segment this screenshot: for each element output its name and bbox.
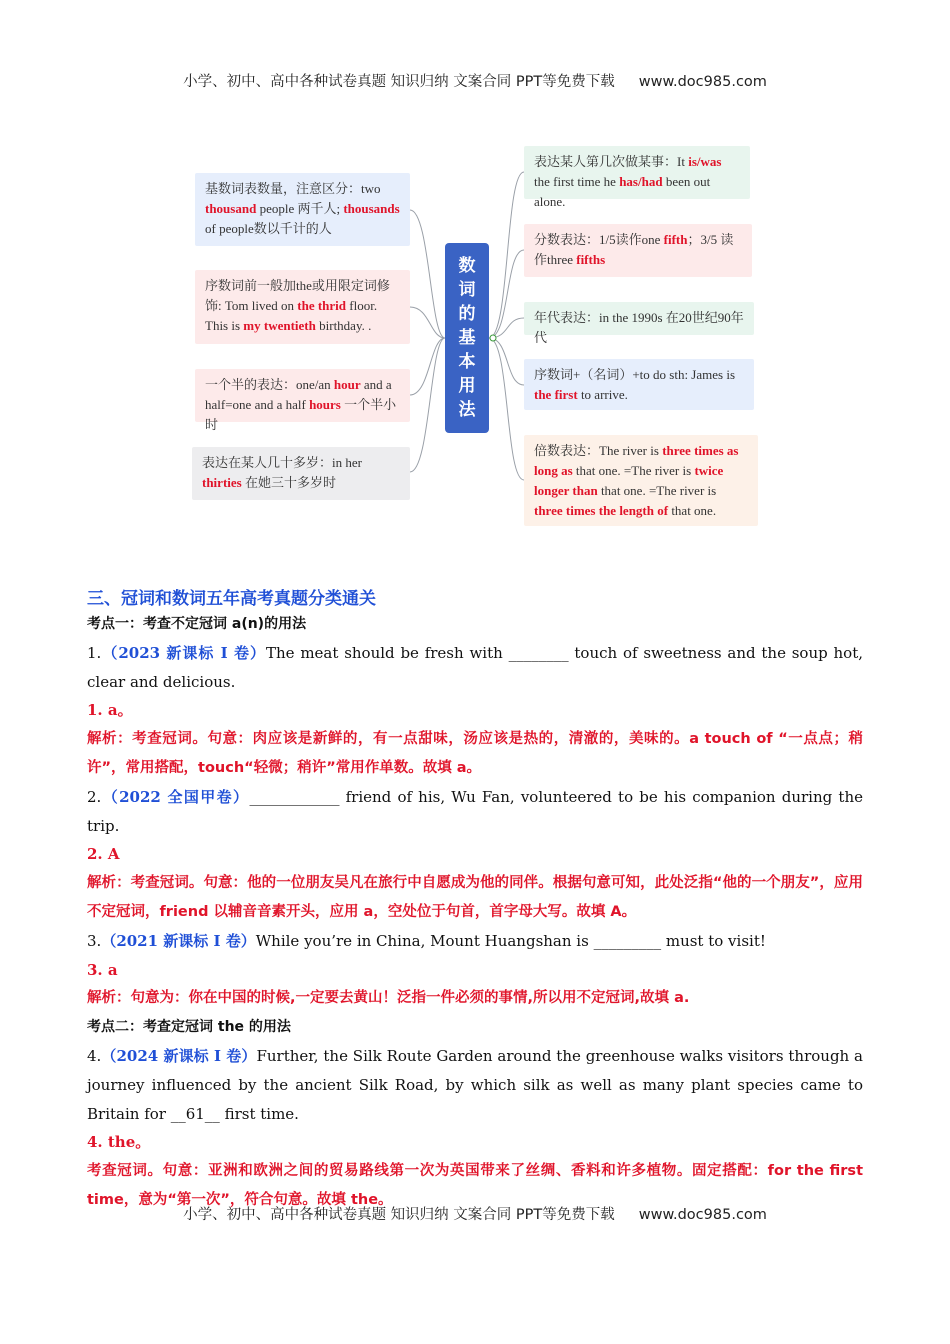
header-site: www.doc985.com [638,74,767,90]
question-3: 3.（2021 新课标 I 卷）While you’re in China, Mount Huangshan is _________ must to visit! [87,931,766,950]
mindmap-left-node-1: 基数词表数量，注意区分：two thousand people 两千人; thousands of people数以千计的人 [195,173,410,246]
kaodian-1-heading: 考点一：考查不定冠词 a(n)的用法 [87,616,307,632]
mindmap-right-node-1: 表达某人第几次做某事：It is/was the first time he has/had been out alone. [524,146,750,199]
question-4: 4.（2024 新课标 I 卷）Further, the Silk Route Garden around the greenhouse walks visitors through a journey influenced by the ancient Silk Road, by which silk as well as many plant species came to Britain for __61__ first time. [87,1046,863,1123]
mindmap-left-node-2: 序数词前一般加the或用限定词修饰: Tom lived on the thrid floor. This is my twentieth birthday. . [195,270,410,344]
page-footer [0,1203,950,1224]
explanation-3: 解析：句意为：你在中国的时候,一定要去黄山！泛指一件必须的事情,所以用不定冠词,故填 a. [87,990,690,1007]
questions-content [87,610,863,1215]
question-2: 2.（2022 全国甲卷）____________ friend of his, Wu Fan, volunteered to be his companion during the trip. [87,787,863,835]
kaodian-2-heading: 考点二：考查定冠词 the 的用法 [87,1019,291,1036]
mindmap-left-node-4: 表达在某人几十多岁：in her thirties 在她三十多岁时 [192,447,410,500]
footer-text: 小学、初中、高中各种试卷真题 知识归纳 文案合同 PPT等免费下载 [183,1207,615,1223]
mindmap-right-node-3: 年代表达：in the 1990s 在20世纪90年代 [524,302,754,335]
footer-site: www.doc985.com [638,1207,767,1223]
answer-3: 3. a [87,960,118,979]
section-title: 三、冠词和数词五年高考真题分类通关 [87,589,376,609]
question-1: 1.（2023 新课标 I 卷）The meat should be fresh with ________ touch of sweetness and the soup hot, clear and delicious. [87,643,864,691]
explanation-4: 考查冠词。句意：亚洲和欧洲之间的贸易路线第一次为英国带来了丝绸、香料和许多植物。固定搭配：for the first time，意为“第一次”，符合句意。故填 the。 [87,1163,863,1208]
answer-1: 1. a。 [87,701,133,720]
explanation-2: 解析：考查冠词。句意：他的一位朋友吴凡在旅行中自愿成为他的同伴。根据句意可知，此处泛指“他的一个朋友”，应用不定冠词，friend 以辅音音素开头，应用 a，空处位于句首，首字母大写。故填 A。 [87,875,863,920]
mindmap-right-node-2: 分数表达：1/5读作one fifth；3/5 读作three fifths [524,224,752,277]
explanation-1: 解析：考查冠词。句意：肉应该是新鲜的，有一点甜味，汤应该是热的，清澈的，美味的。a touch of “一点点；稍许”，常用搭配，touch“轻微；稍许”常用作单数。故填 a。 [87,731,863,776]
answer-2: 2. A [87,845,120,864]
mindmap-left-node-3: 一个半的表达：one/an hour and a half=one and a half hours 一个半小时 [195,369,410,422]
header-text: 小学、初中、高中各种试卷真题 知识归纳 文案合同 PPT等免费下载 [183,74,615,90]
mindmap-center: 数词的基本用法 [445,243,489,433]
mindmap-right-node-5: 倍数表达：The river is three times as long as that one. =The river is twice longer than that one. =The river is three times the length of that one. [524,435,758,526]
answer-4: 4. the。 [87,1133,151,1152]
mindmap-right-node-4: 序数词+（名词）+to do sth: James is the first to arrive. [524,359,754,410]
